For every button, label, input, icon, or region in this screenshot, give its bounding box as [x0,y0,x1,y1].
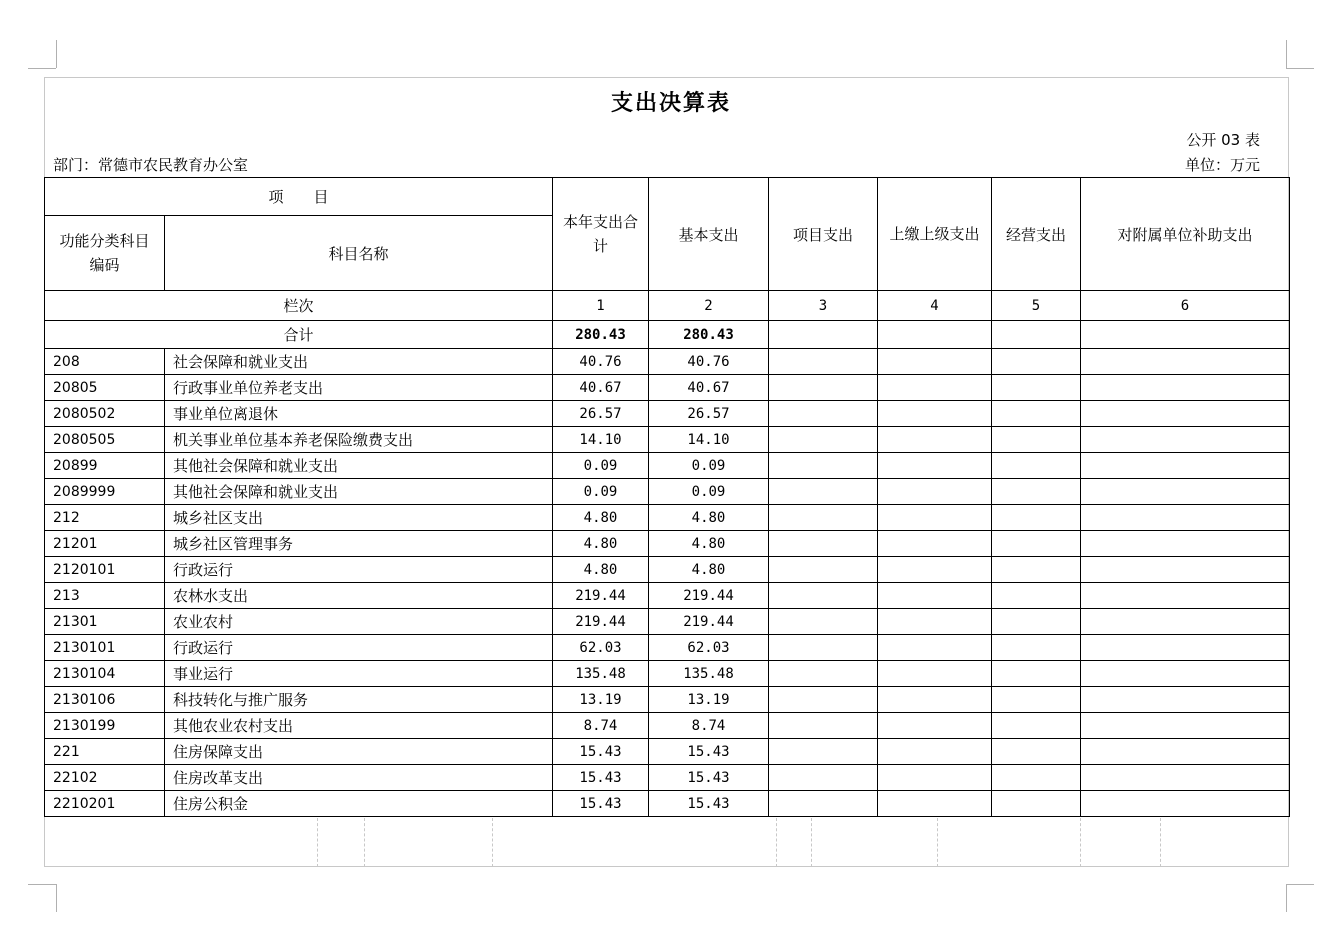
empty-cell [992,505,1081,531]
total-cell: 8.74 [553,713,649,739]
empty-cell [878,401,992,427]
name-cell: 科技转化与推广服务 [165,687,553,713]
basic-cell: 8.74 [649,713,769,739]
empty-cell [769,557,878,583]
basic-cell: 4.80 [649,531,769,557]
header-business: 经营支出 [992,178,1081,291]
column-index: 4 [878,291,992,321]
empty-cell [992,739,1081,765]
code-cell: 221 [45,739,165,765]
header-subsidy: 对附属单位补助支出 [1081,178,1290,291]
code-cell: 2080502 [45,401,165,427]
total-cell: 40.67 [553,375,649,401]
basic-cell: 62.03 [649,635,769,661]
crop-mark [1286,884,1314,885]
total-cell: 219.44 [553,609,649,635]
name-cell: 行政事业单位养老支出 [165,375,553,401]
empty-cell [992,401,1081,427]
column-index: 1 [553,291,649,321]
table-row [45,609,1290,635]
empty-cell [1081,375,1290,401]
basic-cell: 0.09 [649,453,769,479]
empty-cell [1081,687,1290,713]
total-cell: 135.48 [553,661,649,687]
empty-cell [992,349,1081,375]
footer-grid [44,818,1289,867]
empty-cell [1081,661,1290,687]
basic-cell: 219.44 [649,583,769,609]
empty-cell [1081,321,1290,349]
table-row [45,791,1290,817]
total-cell: 4.80 [553,505,649,531]
empty-cell [769,401,878,427]
empty-cell [1081,349,1290,375]
empty-cell [878,427,992,453]
empty-cell [992,531,1081,557]
empty-cell [878,557,992,583]
empty-cell [878,453,992,479]
unit-label: 单位：万元 [1184,156,1260,174]
empty-cell [1081,453,1290,479]
empty-cell [1081,427,1290,453]
header-name: 科目名称 [165,216,553,291]
name-cell: 住房改革支出 [165,765,553,791]
total-row [45,321,1290,349]
empty-cell [992,583,1081,609]
name-cell: 其他社会保障和就业支出 [165,453,553,479]
crop-mark [28,884,56,885]
empty-cell [1081,479,1290,505]
basic-cell: 40.67 [649,375,769,401]
crop-mark [56,40,57,68]
empty-cell [1081,557,1290,583]
form-number: 公开 03 表 [1186,131,1260,149]
name-cell: 行政运行 [165,557,553,583]
basic-cell: 135.48 [649,661,769,687]
empty-cell [878,687,992,713]
crop-mark [1286,40,1287,68]
column-index: 2 [649,291,769,321]
total-cell: 0.09 [553,453,649,479]
header-basic: 基本支出 [649,178,769,291]
empty-cell [878,791,992,817]
empty-cell [878,531,992,557]
code-cell: 20899 [45,453,165,479]
basic-cell: 15.43 [649,791,769,817]
empty-cell [1081,583,1290,609]
code-cell: 21201 [45,531,165,557]
empty-cell [992,661,1081,687]
total-cell: 40.76 [553,349,649,375]
total-cell: 15.43 [553,765,649,791]
basic-cell: 14.10 [649,427,769,453]
empty-cell [992,609,1081,635]
name-cell: 农业农村 [165,609,553,635]
table-row [45,531,1290,557]
header-item: 项 目 [45,178,553,216]
empty-cell [769,687,878,713]
total-cell: 219.44 [553,583,649,609]
code-cell: 20805 [45,375,165,401]
basic-cell: 26.57 [649,401,769,427]
total-cell: 0.09 [553,479,649,505]
empty-cell [992,427,1081,453]
empty-cell [878,505,992,531]
header-total: 本年支出合计 [553,178,649,291]
empty-cell [1081,505,1290,531]
empty-cell [878,765,992,791]
empty-cell [769,427,878,453]
name-cell: 农林水支出 [165,583,553,609]
basic-cell: 4.80 [649,557,769,583]
name-cell: 城乡社区管理事务 [165,531,553,557]
empty-cell [769,765,878,791]
total-cell: 62.03 [553,635,649,661]
header-code: 功能分类科目编码 [45,216,165,291]
code-cell: 22102 [45,765,165,791]
crop-mark [56,884,57,912]
code-cell: 2120101 [45,557,165,583]
empty-cell [769,739,878,765]
name-cell: 社会保障和就业支出 [165,349,553,375]
empty-cell [1081,791,1290,817]
empty-cell [1081,765,1290,791]
basic-cell: 15.43 [649,765,769,791]
code-cell: 2130199 [45,713,165,739]
table-row [45,661,1290,687]
table-row [45,479,1290,505]
basic-cell: 15.43 [649,739,769,765]
basic-value: 280.43 [649,321,769,349]
empty-cell [1081,739,1290,765]
table-row [45,401,1290,427]
empty-cell [1081,635,1290,661]
empty-cell [769,583,878,609]
empty-cell [769,349,878,375]
code-cell: 2130101 [45,635,165,661]
empty-cell [992,765,1081,791]
code-cell: 208 [45,349,165,375]
empty-cell [769,791,878,817]
column-index: 5 [992,291,1081,321]
table-row [45,557,1290,583]
basic-cell: 13.19 [649,687,769,713]
empty-cell [1081,401,1290,427]
empty-cell [992,479,1081,505]
empty-cell [769,661,878,687]
expenditure-table [44,177,1290,817]
empty-cell [1081,713,1290,739]
code-cell: 2130106 [45,687,165,713]
table-row [45,687,1290,713]
code-cell: 2210201 [45,791,165,817]
empty-cell [769,453,878,479]
column-index-label: 栏次 [45,291,553,321]
empty-cell [769,375,878,401]
name-cell: 行政运行 [165,635,553,661]
crop-mark [28,68,56,69]
basic-cell: 4.80 [649,505,769,531]
code-cell: 2080505 [45,427,165,453]
basic-cell: 40.76 [649,349,769,375]
table-row [45,505,1290,531]
code-cell: 212 [45,505,165,531]
total-cell: 14.10 [553,427,649,453]
empty-cell [769,609,878,635]
basic-cell: 0.09 [649,479,769,505]
empty-cell [878,479,992,505]
table-row [45,713,1290,739]
empty-cell [878,583,992,609]
column-index: 3 [769,291,878,321]
empty-cell [878,349,992,375]
table-row [45,427,1290,453]
basic-cell: 219.44 [649,609,769,635]
empty-cell [878,375,992,401]
total-cell: 13.19 [553,687,649,713]
empty-cell [1081,531,1290,557]
empty-cell [992,375,1081,401]
table-row [45,765,1290,791]
total-value: 280.43 [553,321,649,349]
table-row [45,635,1290,661]
empty-cell [878,739,992,765]
total-cell: 15.43 [553,739,649,765]
table-row [45,349,1290,375]
empty-cell [878,321,992,349]
empty-cell [769,321,878,349]
code-cell: 2089999 [45,479,165,505]
department-label: 部门：常德市农民教育办公室 [53,156,249,174]
empty-cell [878,635,992,661]
total-cell: 26.57 [553,401,649,427]
crop-mark [1286,68,1314,69]
table-row [45,453,1290,479]
total-cell: 15.43 [553,791,649,817]
page-title: 支出决算表 [610,90,731,116]
header-row [45,178,1290,216]
name-cell: 其他社会保障和就业支出 [165,479,553,505]
crop-mark [1286,884,1287,912]
empty-cell [992,713,1081,739]
empty-cell [769,479,878,505]
empty-cell [992,687,1081,713]
total-cell: 4.80 [553,557,649,583]
name-cell: 其他农业农村支出 [165,713,553,739]
name-cell: 机关事业单位基本养老保险缴费支出 [165,427,553,453]
header-upper: 上缴上级支出 [878,178,992,291]
column-index: 6 [1081,291,1290,321]
total-cell: 4.80 [553,531,649,557]
table-row [45,739,1290,765]
name-cell: 城乡社区支出 [165,505,553,531]
empty-cell [769,531,878,557]
header-project: 项目支出 [769,178,878,291]
name-cell: 事业运行 [165,661,553,687]
empty-cell [992,453,1081,479]
code-cell: 213 [45,583,165,609]
total-label: 合计 [45,321,553,349]
empty-cell [878,661,992,687]
empty-cell [878,713,992,739]
empty-cell [992,635,1081,661]
empty-cell [992,557,1081,583]
empty-cell [769,713,878,739]
column-index-row [45,291,1290,321]
table-row [45,375,1290,401]
name-cell: 住房保障支出 [165,739,553,765]
code-cell: 21301 [45,609,165,635]
empty-cell [1081,609,1290,635]
name-cell: 住房公积金 [165,791,553,817]
empty-cell [769,635,878,661]
empty-cell [992,321,1081,349]
empty-cell [992,791,1081,817]
table-row [45,583,1290,609]
code-cell: 2130104 [45,661,165,687]
empty-cell [769,505,878,531]
name-cell: 事业单位离退休 [165,401,553,427]
empty-cell [878,609,992,635]
